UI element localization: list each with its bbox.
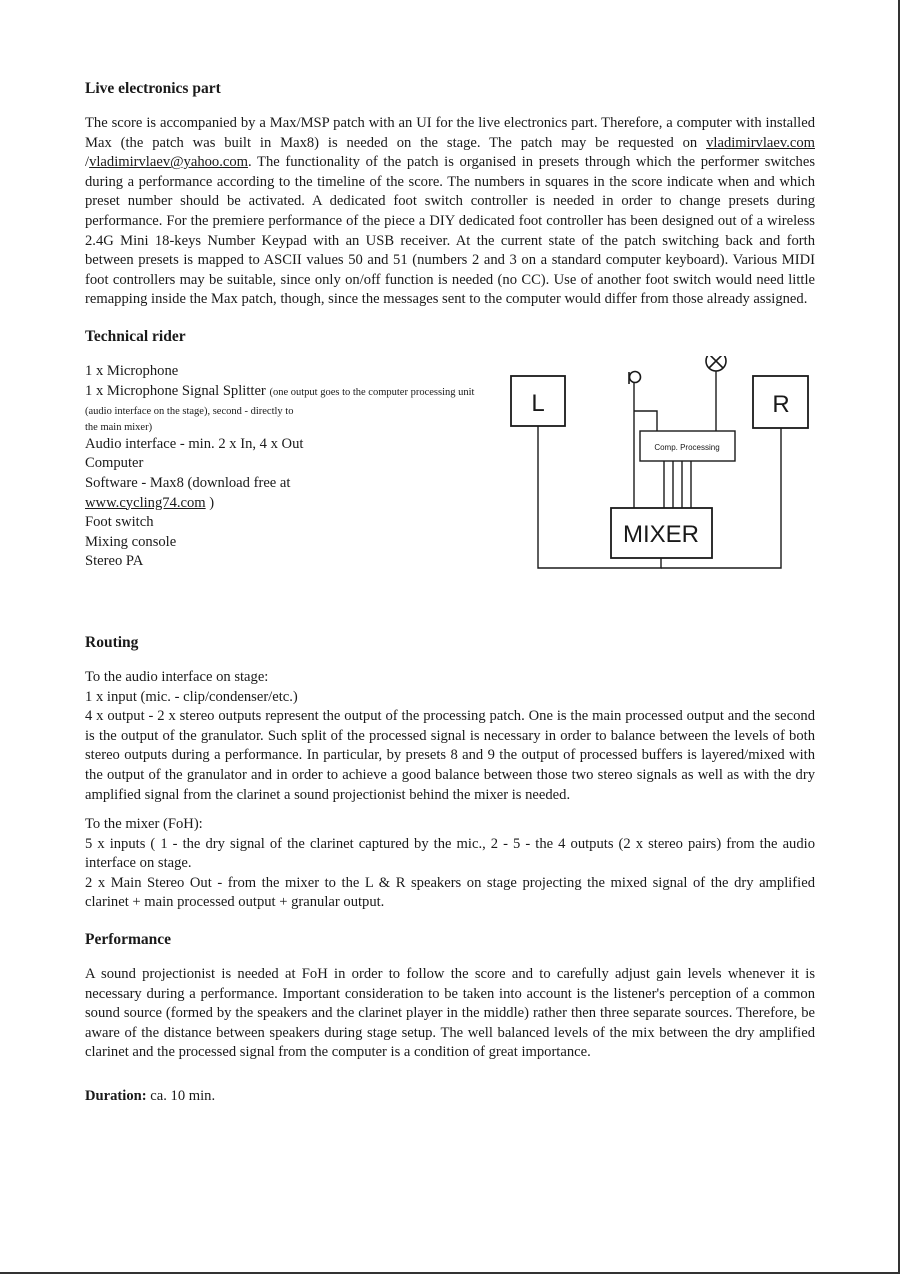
rider-item-mixing-console: Mixing console	[85, 533, 177, 550]
live-text-c: . The functionality of the patch is organised in presets through which the performer switches during a performance according to the timeline of the score. The numbers in squares in the score indicate when and which preset number should be activated. A dedicated foot switch controller is needed in order to change presets during performance. For the premiere performance of the piece a DIY dedicated foot controller has been designed out of a wireless 2.4G Mini 18-keys Number Keypad with an USB receiver. At the current state of the patch switching back and forth between presets is mapped to ASCII values 50 and 51 (numbers 2 and 3 on a standard computer keyboard). Various MIDI foot controllers may be suitable, since only on/off function is needed (no CC). Use of another foot switch would need little remapping inside the Max patch, though, since the messages sent to the computer would differ from those already assigned.	[85, 154, 815, 308]
mixer-label: MIXER	[622, 520, 700, 548]
section-live-electronics	[85, 78, 815, 310]
live-text-b: /	[85, 154, 90, 171]
rider-item-splitter	[85, 382, 475, 421]
signal-flow-diagram	[505, 356, 815, 586]
sound-source-icon	[706, 356, 726, 371]
rider-item-stereo-pa: Stereo PA	[85, 553, 144, 570]
rider-item-splitter-note-b: the main mixer)	[85, 421, 153, 433]
duration-label: Duration:	[85, 1088, 147, 1105]
live-text-a: The score is accompanied by a Max/MSP patch with an UI for the live electronics part. Therefore, a computer with installed Max (the patch was built in Max8) is needed on the stage. The patch may be requested on	[85, 115, 815, 151]
rider-item-software: Software - Max8 (download free at	[85, 474, 291, 491]
mic-to-processing-line	[634, 411, 657, 431]
heading-routing: Routing	[85, 633, 139, 651]
heading-performance: Performance	[85, 931, 172, 949]
duration-line	[85, 1087, 815, 1107]
rider-item-computer: Computer	[85, 455, 144, 472]
routing-line-5: 5 x inputs ( 1 - the dry signal of the clarinet captured by the mic., 2 - 5 - the 4 outputs (2 x stereo pairs) from the audio interface on stage.	[85, 835, 815, 872]
routing-line-6: 2 x Main Stereo Out - from the mixer to the L & R speakers on stage projecting the mixed signal of the dry amplified clarinet + main processed output + granular output.	[85, 874, 815, 911]
heading-technical-rider: Technical rider	[85, 327, 186, 345]
section-routing	[85, 632, 815, 913]
live-electronics-paragraph	[85, 114, 815, 310]
rider-item-foot-switch: Foot switch	[85, 514, 154, 531]
left-speaker-label: L	[531, 389, 545, 417]
rider-item-software-link-line	[85, 494, 475, 514]
right-speaker-label: R	[772, 390, 790, 418]
website-link[interactable]: vladimirvlaev.com	[706, 134, 815, 151]
routing-line-3: 4 x output - 2 x stereo outputs represent the output of the processing patch. One is the main processed output and the second is the output of the granulator. Such split of the processed signal is necessary in order to balance between the levels of both stereo outputs during a performance. In particular, by presets 8 and 9 the output of processed buffers is layered/mixed with the output of the granulator and in order to achieve a good balance between those two stereo signals as well as with the dry amplified signal from the clarinet a sound projectionist behind the mixer is needed.	[85, 708, 815, 803]
rider-list	[85, 362, 475, 572]
section-performance	[85, 929, 815, 1063]
cycling74-link[interactable]: www.cycling74.com	[85, 494, 206, 511]
rider-item-splitter-note: (one output goes to the computer processing unit (audio interface on the stage), second - directly to	[85, 386, 475, 418]
heading-live-electronics: Live electronics part	[85, 80, 221, 97]
routing-line-4: To the mixer (FoH):	[85, 816, 203, 833]
section-technical-rider	[85, 326, 815, 616]
rider-wrap	[85, 362, 815, 616]
document-body	[85, 78, 815, 1123]
email-link[interactable]: vladimirvlaev@yahoo.com	[89, 154, 248, 171]
rider-item-microphone: 1 x Microphone	[85, 362, 179, 379]
rider-item-splitter-label: 1 x Microphone Signal Splitter	[85, 382, 266, 399]
computer-processing-label: Comp. Processing	[654, 442, 720, 452]
rider-item-software-close: )	[205, 494, 215, 511]
routing-line-2: 1 x input (mic. - clip/condenser/etc.)	[85, 688, 298, 705]
routing-line-1: To the audio interface on stage:	[85, 668, 269, 685]
routing-gap	[85, 805, 815, 815]
rider-item-audio-interface: Audio interface - min. 2 x In, 4 x Out	[85, 435, 304, 452]
microphone-icon	[630, 371, 641, 382]
performance-paragraph: A sound projectionist is needed at FoH in order to follow the score and to carefully adjust gain levels whenever it is necessary during a performance. Important consideration to be taken into account is the listener's perception of a common sound source (formed by the speakers and the clarinet player in the middle) rather then three separate sources. Therefore, be aware of the distance between speakers during stage setup. The well balanced levels of the mix between the dry amplified clarinet and the processed signal from the computer is a condition of great importance.	[85, 966, 815, 1061]
duration-value: ca. 10 min.	[146, 1088, 216, 1105]
section-duration	[85, 1087, 815, 1107]
